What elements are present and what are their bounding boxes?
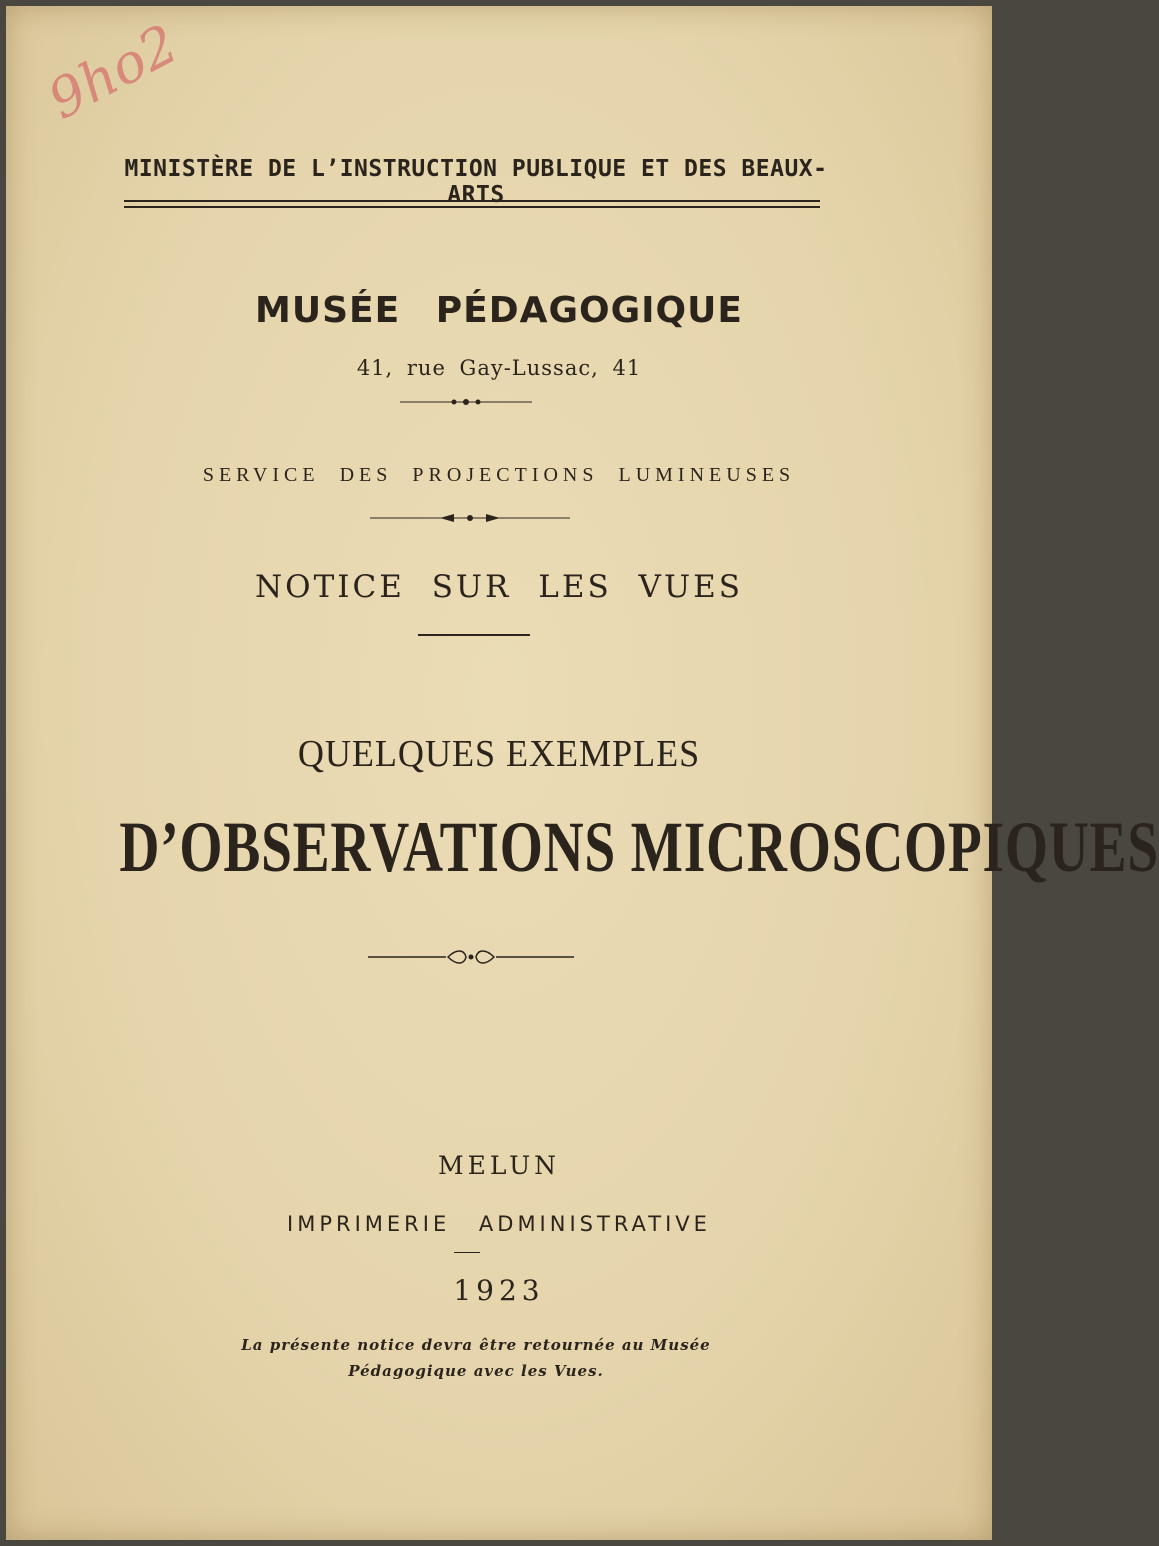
return-note-line-1: La présente notice devra être retournée au Musée: [241, 1336, 711, 1354]
notice-heading: NOTICE SUR LES VUES: [255, 569, 743, 605]
ornament-divider-1: [400, 397, 532, 407]
return-note-line-2: Pédagogique avec les Vues.: [348, 1362, 604, 1380]
imprint-year: 1923: [453, 1274, 545, 1307]
handwritten-mark: 9ho2: [38, 12, 188, 132]
museum-name: MUSÉE PÉDAGOGIQUE: [255, 290, 743, 331]
ornament-divider-2: [370, 512, 570, 524]
double-rule-bottom: [124, 206, 820, 208]
museum-address: 41, rue Gay-Lussac, 41: [356, 356, 642, 380]
imprint-dash: [454, 1252, 480, 1253]
short-rule: [418, 634, 530, 636]
ornament-divider-3: [368, 948, 574, 966]
imprint-printer: IMPRIMERIE ADMINISTRATIVE: [287, 1212, 711, 1236]
return-note: [156, 1332, 796, 1384]
double-rule-top: [124, 200, 820, 202]
title-line-1: QUELQUES EXEMPLES: [297, 733, 701, 775]
imprint-city: MELUN: [437, 1151, 561, 1180]
service-heading: SERVICE DES PROJECTIONS LUMINEUSES: [202, 464, 796, 486]
ministry-heading: MINISTÈRE DE L’INSTRUCTION PUBLIQUE ET DES BEAUX-ARTS: [124, 156, 828, 208]
document-page: [6, 6, 1159, 1540]
title-line-2: D’OBSERVATIONS MICROSCOPIQUES: [119, 807, 1159, 887]
